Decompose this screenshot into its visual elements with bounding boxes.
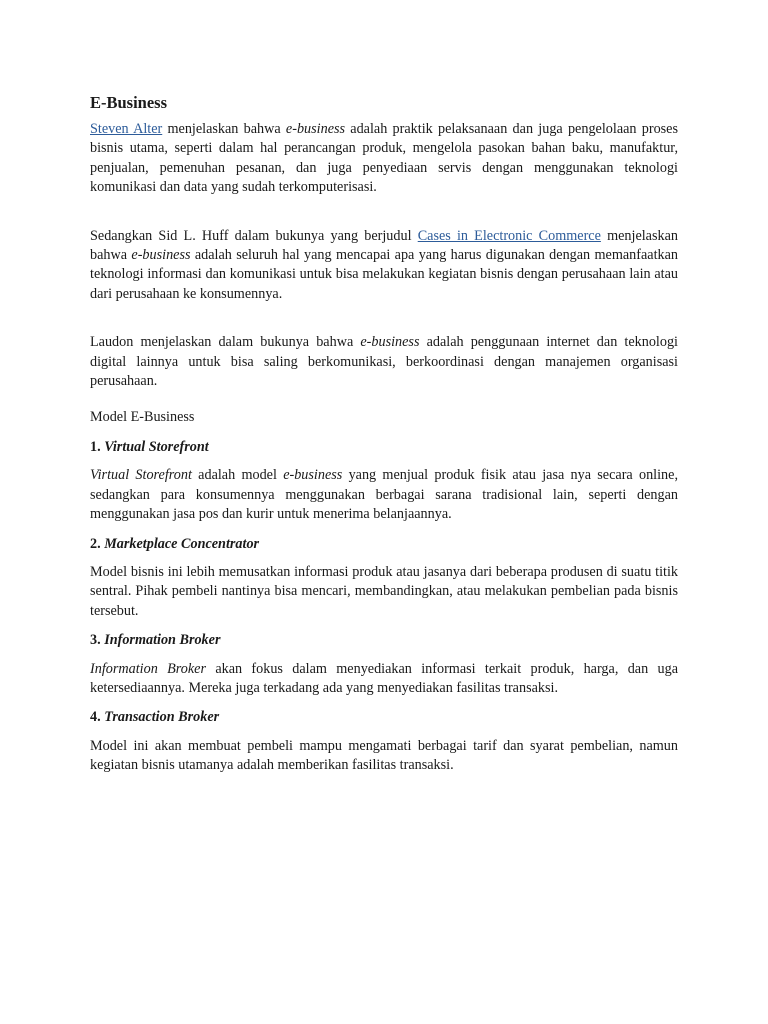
spacer — [90, 391, 678, 408]
text: adalah praktik pelaksanaan dan juga pengelolaan proses bisnis utama, seperti dalam hal perancangan produk, mengelola pasokan bahan baku, manufaktur, penjualan, pemenuhan pesanan, dan juga penyediaan servis dengan menggunakan teknologi komunikasi dan data yang sudah terkomputerisasi. — [90, 121, 679, 196]
emphasis: e-business — [131, 247, 191, 264]
spacer — [90, 304, 678, 333]
spacer — [90, 457, 678, 466]
steven-alter-link[interactable]: Steven Alter — [90, 121, 163, 137]
spacer — [90, 698, 678, 708]
emphasis: e-business — [283, 467, 343, 484]
model-number: 4. — [90, 709, 105, 726]
spacer — [90, 428, 678, 438]
paragraph-sid-huff — [90, 227, 678, 305]
model-name: Marketplace Concentrator — [104, 535, 260, 552]
spacer — [90, 554, 678, 563]
spacer — [90, 651, 678, 660]
model-name: Information Broker — [104, 632, 221, 649]
model-4-description: Model ini akan membuat pembeli mampu mengamati berbagai tarif dan syarat pembelian, namun kegiatan bisnis utamanya adalah memberikan fasilitas transaksi. — [90, 737, 678, 774]
emphasis: Information Broker — [90, 660, 206, 677]
spacer — [90, 621, 678, 631]
model-number: 3. — [90, 632, 105, 649]
model-name: Transaction Broker — [104, 709, 220, 726]
page-title: E-Business — [90, 93, 168, 112]
text: menjelaskan bahwa — [90, 227, 678, 264]
paragraph-laudon — [90, 333, 678, 391]
model-1-description — [90, 466, 678, 524]
paragraph-steven-alter — [90, 120, 678, 198]
text: Sedangkan Sid L. Huff dalam bukunya yang berjudul — [90, 227, 418, 244]
model-heading: Model E-Business — [90, 409, 195, 426]
model-2-heading — [90, 535, 678, 554]
document-page — [90, 92, 678, 776]
model-3-description — [90, 660, 678, 699]
spacer — [90, 198, 678, 227]
text: adalah penggunaan internet dan teknologi digital lainnya untuk bisa saling berkomunikasi, berkoordinasi dengan manajemen organisasi perusahaan. — [90, 334, 678, 390]
cases-in-electronic-commerce-link[interactable]: Cases in Electronic Commerce — [417, 227, 601, 244]
text: akan fokus dalam menyediakan informasi terkait produk, harga, dan uga ketersediaannya. Mereka juga terkadang ada yang menyediakan fasilitas transaksi. — [90, 660, 678, 696]
text: adalah model — [191, 467, 284, 484]
model-1-heading — [90, 438, 678, 457]
spacer — [90, 525, 678, 535]
model-2-description: Model bisnis ini lebih memusatkan informasi produk atau jasanya dari beberapa produsen di suatu titik sentral. Pihak pembeli nantinya bisa mencari, membandingkan, atau melakukan pembelian pada bisnis tersebut. — [90, 563, 678, 619]
spacer — [90, 728, 678, 737]
model-name: Virtual Storefront — [104, 438, 209, 455]
model-number: 2. — [90, 535, 105, 552]
text: yang menjual produk fisik atau jasa nya secara online, sedangkan para konsumennya menggunakan berbagai sarana tradisional lain, seperti dengan menggunakan jasa pos dan kurir untuk menerima belanjaannya. — [90, 467, 678, 523]
text: Laudon menjelaskan dalam bukunya bahwa — [90, 334, 361, 351]
emphasis: Virtual Storefront — [90, 467, 192, 484]
emphasis: e-business — [360, 334, 420, 351]
model-3-heading — [90, 631, 678, 650]
text: menjelaskan bahwa — [162, 121, 286, 137]
model-4-heading — [90, 708, 678, 727]
emphasis: e-business — [285, 121, 346, 137]
text: adalah seluruh hal yang mencapai apa yang harus digunakan dengan memanfaatkan teknologi informasi dan komunikasi untuk bisa melakukan kegiatan bisnis dengan perusahaan lain atau dari perusahaan ke konsumennya. — [90, 247, 679, 302]
model-number: 1. — [90, 438, 105, 455]
